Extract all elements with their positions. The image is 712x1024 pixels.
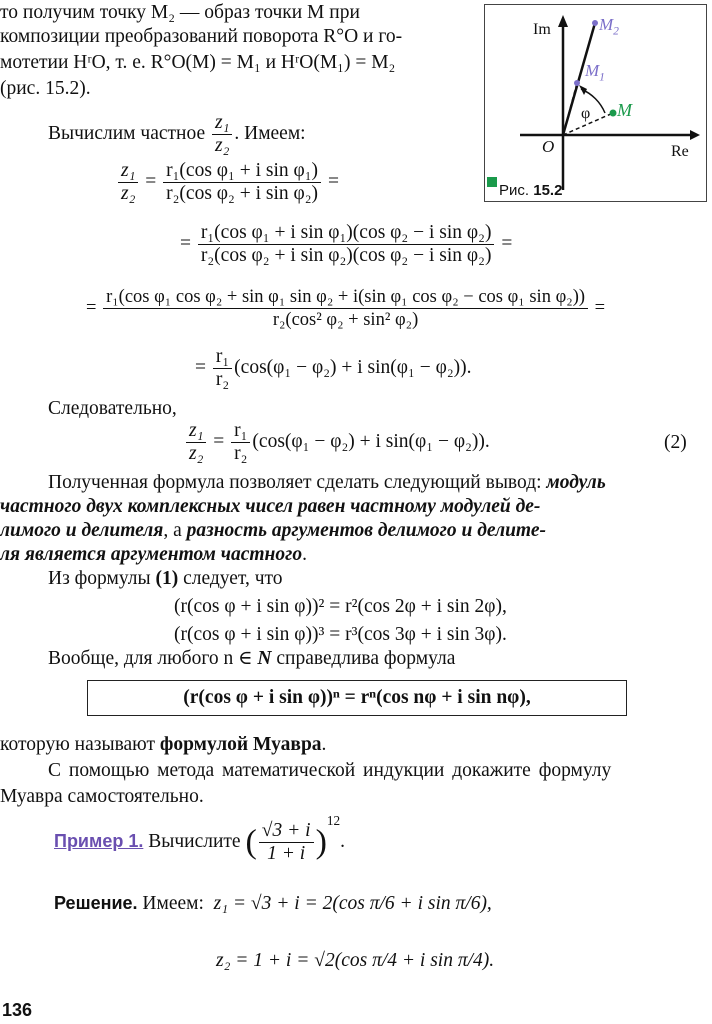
called-line: которую называют формулой Муавра. [0, 734, 327, 755]
frac-z1-z2: $\frac{\text{z₁}}{\text{z₂}}$ [212, 112, 232, 157]
intro-line-1: то получим точку M₂ — образ точки M при [0, 2, 360, 23]
solution-z2: z₂ = 1 + i = √2(cos π/4 + i sin π/4). [216, 950, 495, 971]
label-phi: φ [581, 105, 591, 122]
formula-2: $\frac{\text{z₁}}{\text{z₂}}$ = $\frac{\text{r₁}}{\text{r₂}}$ (cos(φ₁ − φ₂) + i sin(φ₁ − φ₂)). [184, 420, 490, 465]
example-1: Пример 1. Вычислите ( $\frac{√3 + i}{1 + i}$ )$^{12}$. [54, 812, 346, 864]
induction-line-1: С помощью метода математической индукции докажите формулу [48, 760, 612, 781]
intro-line-2: композиции преобразований поворота R°O и го- [0, 26, 403, 47]
derivation-step-3: = r₁(cos φ₁ cos φ₂ + sin φ₁ sin φ₂ + i(sin φ₁ cos φ₂ − cos φ₁ sin φ₂)) r₂(cos² φ₂ + sin² φ₂) = [86, 287, 606, 330]
figure-15-2 [484, 4, 707, 202]
example-label: Пример 1. [54, 830, 144, 851]
conclusion-line-4: ля является аргументом частного. [0, 544, 307, 565]
point-m1 [574, 80, 580, 86]
conclusion-line-3: лимого и делителя, а разность аргументов делимого и делите- [0, 520, 546, 541]
derivation-step-1: $\frac{\text{z₁}}{\text{z₂}}$ = $\frac{\text{r₁(cos φ₁ + i sin φ₁)}}{\text{r₂(cos φ₂ + i sin φ₂)}}$ = [116, 160, 339, 205]
arc-arrow [579, 85, 587, 95]
label-m: M [617, 100, 632, 120]
para-quotient: Вычислим частное $\frac{\text{z₁}}{\text{z₂}}$ . Имеем: [48, 112, 306, 156]
label-m2: $M_2$ [599, 15, 619, 38]
moivre-formula-box: (r(cos φ + i sin φ))ⁿ = rⁿ(cos nφ + i sin nφ), [87, 680, 627, 716]
conclusion-line-1: Полученная формула позволяет сделать следующий вывод: модуль [48, 472, 606, 493]
derivation-step-4: = $\frac{\text{r₁}}{\text{r₂}}$ (cos(φ₁ − φ₂) + i sin(φ₁ − φ₂)). [195, 346, 472, 390]
intro-line-3: мотетии HʳO, т. е. R°O(M) = M₁ и HʳO(M₁) = M₂ [0, 52, 396, 73]
derivation-step-2: = $\frac{\text{r₁(cos φ₁ + i sin φ₁)(cos φ₂ − i sin φ₂)}}{\text{r₂(cos φ₂ + i sin φ₂)(cos φ₂ − i sin φ₂)}}$ = [180, 222, 513, 266]
from-formula-line: Из формулы (1) следует, что [48, 568, 283, 589]
general-line: Вообще, для любого n ∈ N справедлива формула [48, 648, 456, 669]
caption-marker [487, 177, 497, 187]
label-m1: $M_1$ [585, 61, 605, 84]
induction-line-2: Муавра самостоятельно. [0, 786, 204, 807]
figure-svg [485, 5, 705, 200]
intro-line-4: (рис. 15.2). [0, 78, 91, 99]
label-re: Re [671, 143, 689, 160]
formula-2-number: (2) [664, 432, 687, 453]
label-im: Im [533, 21, 551, 38]
power-cube: (r(cos φ + i sin φ))³ = r³(cos 3φ + i sin 3φ). [174, 624, 507, 645]
page-number: 136 [2, 1000, 33, 1020]
im-axis-arrow [558, 15, 568, 27]
consequently-text: Следовательно, [48, 398, 177, 419]
re-axis-arrow [690, 130, 700, 140]
point-m2 [592, 20, 598, 26]
label-origin: O [542, 137, 555, 156]
point-m [610, 110, 617, 117]
conclusion-line-2: частного двух комплексных чисел равен частному модулей де- [0, 496, 541, 517]
solution-z1: Решение. Имеем: z₁ = √3 + i = 2(cos π/6 + i sin π/6), [54, 893, 492, 914]
figure-caption: Рис. 15.2 [499, 182, 563, 199]
power-square: (r(cos φ + i sin φ))² = r²(cos 2φ + i sin 2φ), [174, 596, 507, 617]
